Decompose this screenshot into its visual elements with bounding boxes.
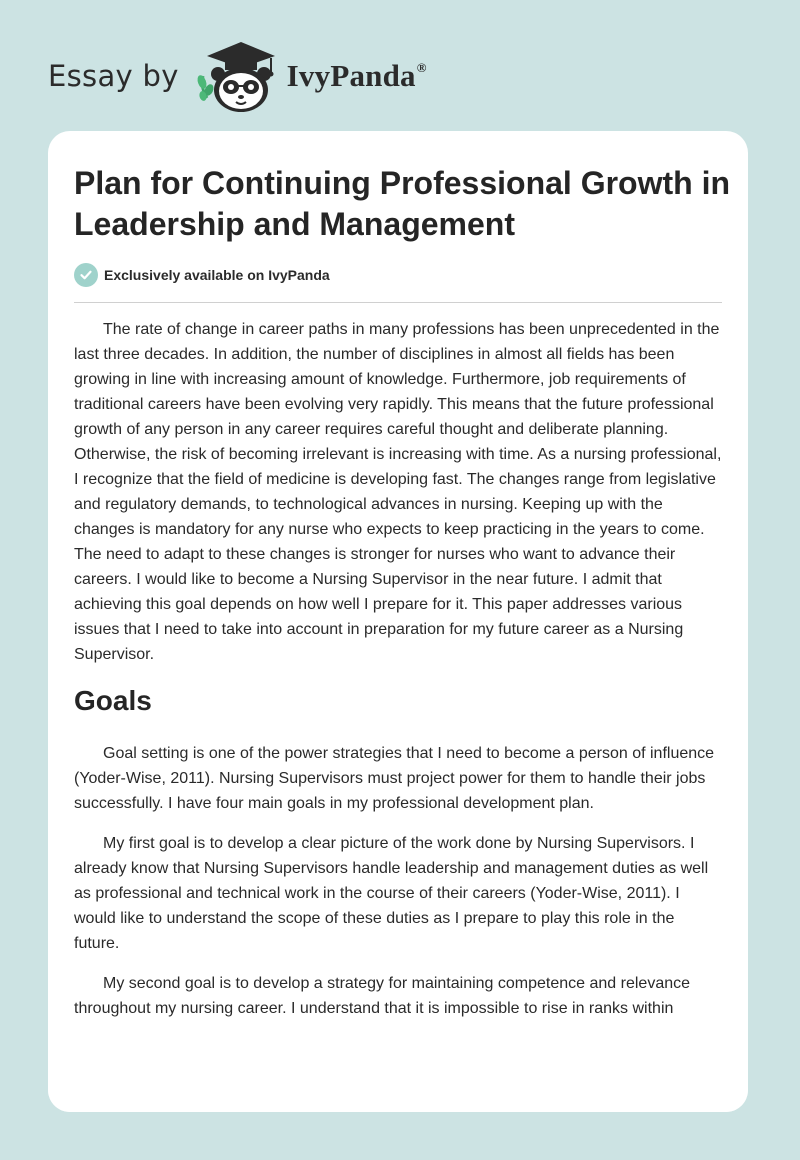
page-title: Plan for Continuing Professional Growth in Leadership and Management — [74, 165, 730, 242]
exclusive-label: Exclusively available on IvyPanda — [104, 267, 330, 283]
essay-body — [74, 317, 724, 1036]
site-header — [48, 36, 427, 116]
essay-card — [48, 131, 748, 1112]
intro-paragraph: The rate of change in career paths in many professions has been unprecedented in the last three decades. In addition, the number of disciplines in almost all fields has been growing in line with increasing amount of knowledge. Furthermore, job requirements of traditional careers have been evolving very rapidly. This means that the future professional growth of any person in any career requires careful thought and deliberate planning. Otherwise, the risk of becoming irrelevant is increasing with time. As a nursing professional, I recognize that the field of medicine is developing fast. The changes range from legislative and regulatory demands, to technological advances in nursing. Keeping up with the changes is mandatory for any nurse who expects to keep practicing in the years to come. The need to adapt to these changes is stronger for nurses who want to advance their careers. I would like to become a Nursing Supervisor in the near future. I admit that achieving this goal depends on how well I prepare for it. This paper addresses various issues that I need to take into account in preparation for my future career as a Nursing Supervisor. — [74, 321, 722, 663]
exclusive-badge — [74, 263, 330, 287]
body-paragraph: My second goal is to develop a strategy for maintaining competence and relevance throughout my nursing career. I understand that it is impossible to rise in ranks within — [74, 975, 691, 1017]
divider — [74, 302, 722, 303]
essay-by-label: Essay by — [48, 59, 179, 93]
section-heading-goals: Goals — [74, 685, 152, 716]
body-paragraph: My first goal is to develop a clear picture of the work done by Nursing Supervisors. I already know that Nursing Supervisors handle leadership and management duties as well as professional and technical work in the course of their careers (Yoder-Wise, 2011). I would like to understand the scope of these duties as I prepare to play this role in the future. — [74, 835, 709, 952]
body-paragraph: Goal setting is one of the power strategies that I need to become a person of influence (Yoder-Wise, 2011). Nursing Supervisors must project power for them to handle their jobs successfully. I have four main goals in my professional development plan. — [74, 745, 715, 812]
content-fade-overlay — [48, 1052, 748, 1112]
brand-name[interactable]: IvyPanda® — [286, 58, 427, 93]
panda-graduate-icon[interactable] — [193, 36, 285, 116]
check-circle-icon — [74, 263, 98, 287]
trademark-mark: ® — [416, 60, 427, 75]
